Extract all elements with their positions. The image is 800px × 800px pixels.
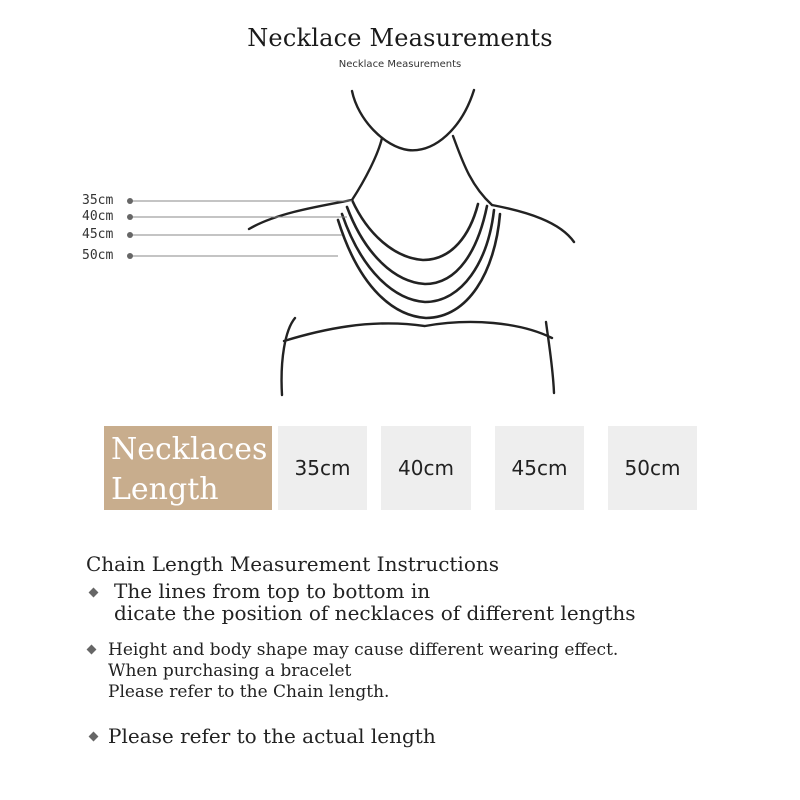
- instruction-bullet-2-line2: When purchasing a bracelet: [108, 661, 352, 681]
- size-table-header-line2: Length: [111, 472, 219, 507]
- neck-right: [453, 136, 492, 205]
- size-cell-45cm: 45cm: [495, 426, 584, 510]
- length-label-50cm: 50cm: [82, 248, 114, 263]
- instruction-bullet-1-line2: dicate the position of necklaces of different lengths: [114, 601, 636, 625]
- size-cell-35cm: 35cm: [278, 426, 367, 510]
- instruction-bullet-2-line1: Height and body shape may cause different wearing effect.: [108, 640, 619, 660]
- page-title: Necklace Measurements: [247, 24, 553, 52]
- size-cell-50cm: 50cm: [608, 426, 697, 510]
- instruction-bullet-3: Please refer to the actual length: [108, 724, 436, 748]
- neck-left: [352, 138, 382, 200]
- size-table-header: [104, 426, 272, 510]
- bullet-diamond-icon: [87, 645, 97, 655]
- instruction-bullet-1-line1: The lines from top to bottom in: [114, 579, 431, 603]
- size-table-header-line1: Necklaces: [111, 432, 268, 467]
- torso-right: [546, 322, 554, 393]
- length-label-45cm: 45cm: [82, 227, 114, 242]
- length-label-35cm: 35cm: [82, 193, 114, 208]
- torso-left: [282, 318, 295, 395]
- marker-dot-50cm: [127, 253, 133, 259]
- page-subtitle: Necklace Measurements: [338, 59, 462, 70]
- shoulder-left: [249, 200, 352, 229]
- chest-line: [284, 322, 552, 341]
- instruction-bullet-2-line3: Please refer to the Chain length.: [108, 682, 390, 702]
- instruction-bullet-1: [114, 580, 636, 624]
- instruction-bullet-2: [108, 640, 618, 703]
- bullet-diamond-icon: [89, 588, 99, 598]
- marker-dot-35cm: [127, 198, 133, 204]
- shoulder-right: [492, 205, 574, 242]
- length-label-40cm: 40cm: [82, 209, 114, 224]
- bullet-diamond-icon: [89, 732, 99, 742]
- size-cell-40cm: 40cm: [381, 426, 471, 510]
- marker-dot-45cm: [127, 232, 133, 238]
- marker-dot-40cm: [127, 214, 133, 220]
- instructions-title: Chain Length Measurement Instructions: [86, 552, 500, 576]
- necklace-40cm: [347, 206, 487, 284]
